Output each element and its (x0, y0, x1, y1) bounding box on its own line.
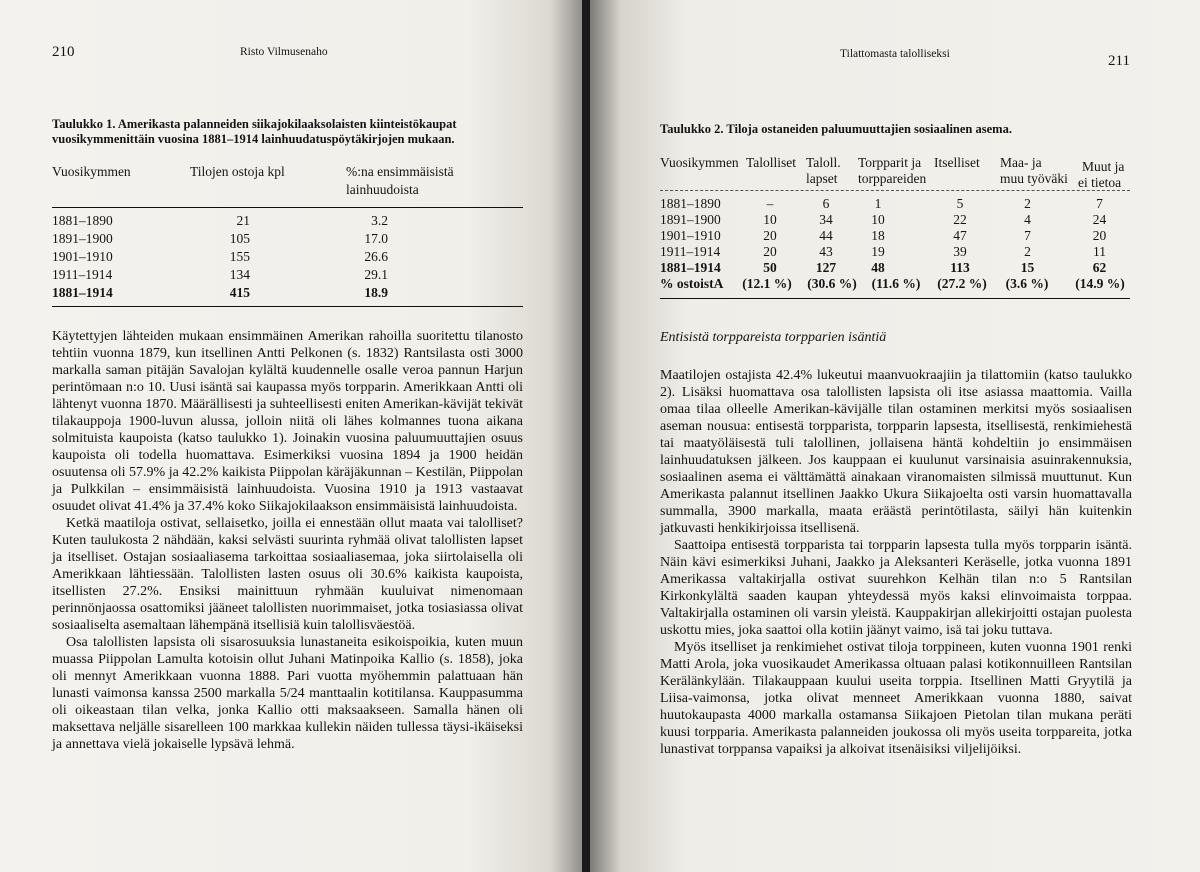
table-1-cell: 1911–1914 (52, 267, 113, 282)
table-1-cell: 415 (229, 285, 250, 300)
table-2-cell: 20 (763, 228, 777, 243)
table-2-cell: % ostoistA (660, 276, 724, 291)
table-2-cell: (12.1 %) (742, 276, 792, 291)
table-2-cell: 11 (1093, 244, 1106, 259)
table-2-cell: 4 (1024, 212, 1031, 227)
table-2-cell: 50 (763, 260, 777, 275)
paragraph: Myös itselliset ja renkimiehet ostivat tiloja torppineen, kuten vuonna 1901 renki Matti Arola, joka vuosikaudet Amerikassa oltuaan palasi kotikonnuilleen Rantsilan Kerälänkylään. Tilakauppaan kuului useita torppia. Itsellinen Matti Gryytilä ja Liisa-vaimonsa, jotka olivat menneet Amerikkaan vuonna 1880, saivat huutokaupasta 4000 markalla ostamansa Siikajoen Pietolan tilan mukana peräti kuusi torpparia. Amerikasta palanneiden joukossa oli myös useita torppareita, jotka lunastivat torppansa vapaiksi ja alkoivat itsenäisiksi viljelijöiksi. (660, 640, 1132, 757)
table-2-cell: 18 (871, 228, 885, 243)
table-2-header: ei tietoa (1078, 175, 1122, 190)
table-1-bottom-rule (52, 306, 523, 307)
table-2-cell: 15 (1020, 260, 1035, 275)
table-2-header: lapset (806, 171, 838, 186)
table-1-caption: Taulukko 1. Amerikasta palanneiden siikajokilaaksolaisten kiinteistökaupat vuosikymmenittäin vuosina 1881–1914 lainhuudatuspöytäkirjojen mukaan. (52, 117, 457, 146)
table-1-cell: 1881–1890 (52, 213, 113, 228)
table-2-cell: 113 (950, 260, 970, 275)
table-2-cell: (11.6 %) (871, 276, 921, 291)
page-number: 211 (1108, 53, 1130, 69)
table-1-cell: 1881–1914 (52, 285, 113, 300)
table-2-cell: (30.6 %) (807, 276, 857, 291)
table-2-cell: 19 (871, 244, 885, 259)
table-2-header: torppareiden (858, 171, 927, 186)
table-2-cell: 43 (819, 244, 833, 259)
table-2-header: muu työväki (1000, 171, 1068, 186)
table-1-cell: 105 (229, 231, 250, 246)
table-2-cell: (3.6 %) (1005, 276, 1049, 291)
paragraph: Osa talollisten lapsista oli sisarosuuksia lunastaneita esikoispoikia, kuten muun muassa Piippolan Lamulta kotoisin ollut Juhani Matinpoika Kallio (s. 1858), joka oli mennyt Amerikkaan vuonna 1888. Pari vuotta myöhemmin palattuaan hän lunasti vaimonsa kanssa 2500 markalla 5/24 manttaalin kotitilansa. Kauppasumma oli oikeastaan tilan velka, jonka Kallio otti maksaakseen. Samalla hänen oli maksettava neljälle sisarelleen 100 markkaa kullekin näiden tullessa täysi-ikäiseksi ja annettava vielä jokaiselle lypsävä lehmä. (52, 635, 523, 752)
table-2-cell: 62 (1092, 260, 1107, 275)
table-2-cell: (27.2 %) (937, 276, 987, 291)
paragraph: Ketkä maatiloja ostivat, sellaisetko, joilla ei ennestään ollut maata vai talolliset? Kuten taulukosta 2 nähdään, kaksi selvästi suurinta ryhmää olivat talollisten lapset ja itselliset. Ostajan sosiaaliasema tarkoittaa sosiaaliasemaa, joka siirtolaisella oli Amerikkaan lähtiessään. Talollisten lasten osuus oli 30.6% kaikista kaupoista, itsellisten 27.2%. Ensiksi mainittuun ryhmään kuuluivat nimenomaan perinnönjaossa osattomiksi jääneet talollisten nuorimmaiset, jotka tosiasiassa olivat sosiaaliselta asemaltaan lähempänä itsellisiä kuin talollisväestöä. (52, 516, 523, 633)
table-1-cell: 29.1 (364, 267, 388, 282)
table-2-cell: 34 (819, 212, 833, 227)
table-1-cell: 18.9 (364, 285, 388, 300)
table-2-header: Itselliset (934, 155, 980, 170)
table-2-cell: 20 (1092, 228, 1107, 243)
left-page (0, 0, 585, 872)
table-2-cell: 24 (1092, 212, 1107, 227)
running-head: Risto Vilmusenaho (240, 46, 328, 58)
table-2-cell: 7 (1096, 196, 1103, 211)
table-2-header: Torpparit ja (858, 155, 922, 170)
table-1-cell: 1901–1910 (52, 249, 113, 264)
table-2-header: Muut ja (1082, 159, 1125, 174)
table-1-header-percent: %:na ensimmäisistä (346, 164, 454, 179)
table-2-cell: 22 (953, 212, 967, 227)
table-2-cell: (14.9 %) (1075, 276, 1125, 291)
table-1-cell: 26.6 (364, 249, 388, 264)
table-2-cell: 20 (763, 244, 777, 259)
table-2-top-rule (660, 190, 1130, 191)
table-1-header-decade: Vuosikymmen (52, 164, 131, 179)
section-heading: Entisistä torppareista torpparien isäntiä (660, 330, 887, 345)
table-2-cell: 2 (1024, 244, 1031, 259)
table-1-cell: 3.2 (371, 213, 388, 228)
table-2-header: Talolliset (746, 155, 797, 170)
table-2-cell: – (766, 196, 774, 211)
table-2-cell: 6 (822, 196, 830, 211)
table-1-cell: 17.0 (364, 231, 388, 246)
table-1-top-rule (52, 207, 523, 208)
table-1-cell: 134 (229, 267, 250, 282)
running-head: Tilattomasta talolliseksi (840, 48, 950, 60)
table-2-cell: 1911–1914 (660, 244, 721, 259)
table-2-cell: 48 (871, 260, 885, 275)
table-1-header-percent-line2: lainhuudoista (346, 182, 419, 197)
paragraph: Maatilojen ostajista 42.4% lukeutui maanvuokraajiin ja tilattomiin (katso taulukko 2). Lisäksi huomattava osa talollisten lapsista oli itse asiassa maattomia. Vailla omaa tilaa olleelle Amerikan-kävijälle tilan ostaminen merkitsi myös sosiaalisen aseman nousua: entisestä torpparista, torpparin lapsesta, itsellisestä, renkimiehestä tai maatyöläisestä tuli talollinen, jollaisena häntä kohdeltiin jo ensimmäisen lainhuudatuksen jälkeen. Jos kauppaan ei kuulunut varsinaisia asuinrakennuksia, sosiaalinen asema ei välttämättä ainakaan viranomaisten silmissä muuttunut. Kun Amerikasta palannut itsellinen Jaakko Ukura Siikajoelta osti varsin huomattavalla summalla, 3900 markalla, maata eräästä perintötilasta, säilyi hän kuitenkin jatkuvasti henkikirjoissa itsellisenä. (660, 368, 1132, 536)
table-1-cell: 21 (236, 213, 250, 228)
table-2-cell: 1881–1914 (660, 260, 721, 275)
table-2-caption: Taulukko 2. Tiloja ostaneiden paluumuuttajien sosiaalinen asema. (660, 122, 1012, 136)
table-1-cell: 1891–1900 (52, 231, 113, 246)
table-2-cell: 1881–1890 (660, 196, 721, 211)
paragraph: Käytettyjen lähteiden mukaan ensimmäinen Amerikan rahoilla suoritettu tilanosto tehtiin vuonna 1879, kun itsellinen Antti Pelkonen (s. 1832) Rantsilasta osti 3000 markalla saman pitäjän Savalojan kylältä kuudennelle osalle veroa pannun Harjun perintömaan n:o 10. Uusi isäntä sai kaupassa myös torpparin. Amerikkaan Antti oli lähtenyt vuonna 1870. Määrällisesti ja suhteellisesti eniten Amerikan-kävijät tekivät tilakauppoja 1900-luvun alussa, jolloin niitä oli lähes kolmannes tuona aikana solmituista kaupoista (katso taulukko 1). Joinakin vuosina paluumuuttajien osuus kaupoista oli todella huomattava. Esimerkiksi vuosina 1894 ja 1900 heidän osuutensa oli 57.9% ja 42.2% kaikista Piippolan käräjäkunnan – Kestilän, Piippolan ja Pulkkilan – ensimmäisistä lainhuudoista. Vuosina 1910 ja 1913 vastaavat osuudet olivat 41.4% ja 37.4% koko Siikajokilaakson ensimmäisistä lainhuudoista. (52, 329, 523, 514)
table-2-header: Taloll. (806, 155, 841, 170)
table-2-cell: 2 (1024, 196, 1031, 211)
table-2-cell: 7 (1024, 228, 1031, 243)
paragraph: Saattoipa entisestä torpparista tai torpparin lapsesta tulla myös torpparin isäntä. Näin kävi esimerkiksi Juhani, Jaakko ja Aleksanteri Keräselle, jotka vuonna 1891 Amerikassa valtakirjalla ostivat suurehkon Kelhän tilan n:o 5 Rantsilan Kirkonkylältä saaden kaupan yhteydessä myös kaksi elinvoimaista torppaa. Valtakirjalla ostaminen oli varsin yleistä. Kauppakirjan allekirjoitti ostajan puolesta uskottu mies, joka saattoi olla kotiin jäänyt vaimo, isä tai joku tuttava. (660, 538, 1132, 638)
table-2-cell: 127 (815, 260, 837, 275)
table-2-header: Vuosikymmen (660, 155, 739, 170)
right-body-text (660, 367, 1132, 758)
table-2-cell: 10 (763, 212, 777, 227)
table-2-cell: 5 (956, 196, 964, 211)
table-2-cell: 1891–1900 (660, 212, 721, 227)
table-2-cell: 47 (953, 228, 967, 243)
table-2-bottom-rule (660, 298, 1130, 299)
left-body-text (52, 328, 523, 753)
table-1-cell: 155 (229, 249, 250, 264)
page-number: 210 (52, 44, 75, 60)
table-2-cell: 10 (871, 212, 885, 227)
table-2-cell: 1 (874, 196, 882, 211)
table-2-header: Maa- ja (1000, 155, 1042, 170)
table-2-cell: 44 (819, 228, 833, 243)
table-2-cell: 39 (953, 244, 967, 259)
table-2-cell: 1901–1910 (660, 228, 721, 243)
right-page (590, 0, 1200, 872)
table-1-header-purchases: Tilojen ostoja kpl (190, 164, 285, 179)
